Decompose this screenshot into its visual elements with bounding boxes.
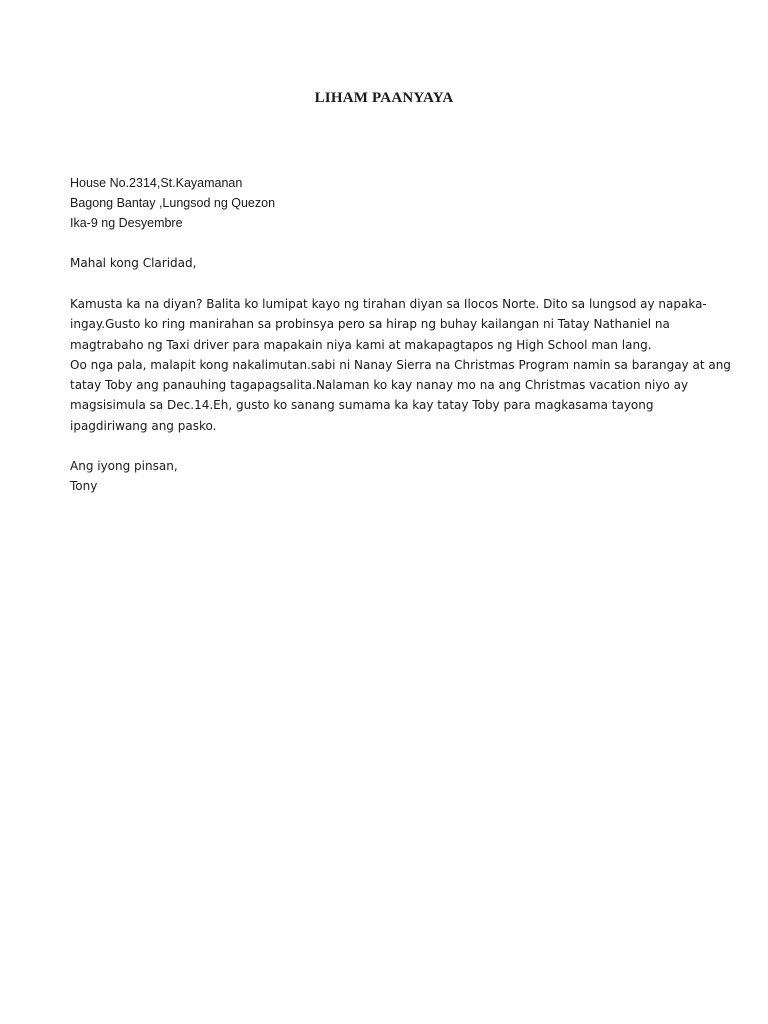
body-line: Oo nga pala, malapit kong nakalimutan.sabi ni Nanay Sierra na Christmas Program namin sa barangay at ang (70, 357, 731, 372)
letter-closing-block (70, 456, 178, 497)
address-line-street: House No.2314,St.Kayamanan (70, 176, 243, 190)
body-line: ingay.Gusto ko ring manirahan sa probinsya pero sa hirap ng buhay kailangan ni Tatay Nathaniel na (70, 317, 670, 332)
body-line: magsisimula sa Dec.14.Eh, gusto ko sanang sumama ka kay tatay Toby para magkasama tayong (70, 398, 654, 413)
body-line: magtrabaho ng Taxi driver para mapakain niya kami at makapagtapos ng High School man lang. (70, 337, 652, 352)
body-line: Kamusta ka na diyan? Balita ko lumipat kayo ng tirahan diyan sa Ilocos Norte. Dito sa lungsod ay napaka- (70, 297, 707, 311)
letter-title: LIHAM PAANYAYA (314, 90, 454, 106)
address-line-city: Bagong Bantay ,Lungsod ng Quezon (70, 196, 276, 210)
letter-closing: Ang iyong pinsan, (70, 459, 178, 473)
letter-date: Ika-9 ng Desyembre (70, 216, 183, 230)
letter-signature: Tony (70, 479, 98, 494)
letter-body (70, 294, 731, 436)
letter-greeting: Mahal kong Claridad, (70, 256, 197, 270)
body-line: ipagdiriwang ang pasko. (70, 418, 217, 433)
sender-address (70, 173, 275, 233)
body-line: tatay Toby ang panauhing tagapagsalita.Nalaman ko kay nanay mo na ang Christmas vacation niyo ay (70, 378, 689, 393)
